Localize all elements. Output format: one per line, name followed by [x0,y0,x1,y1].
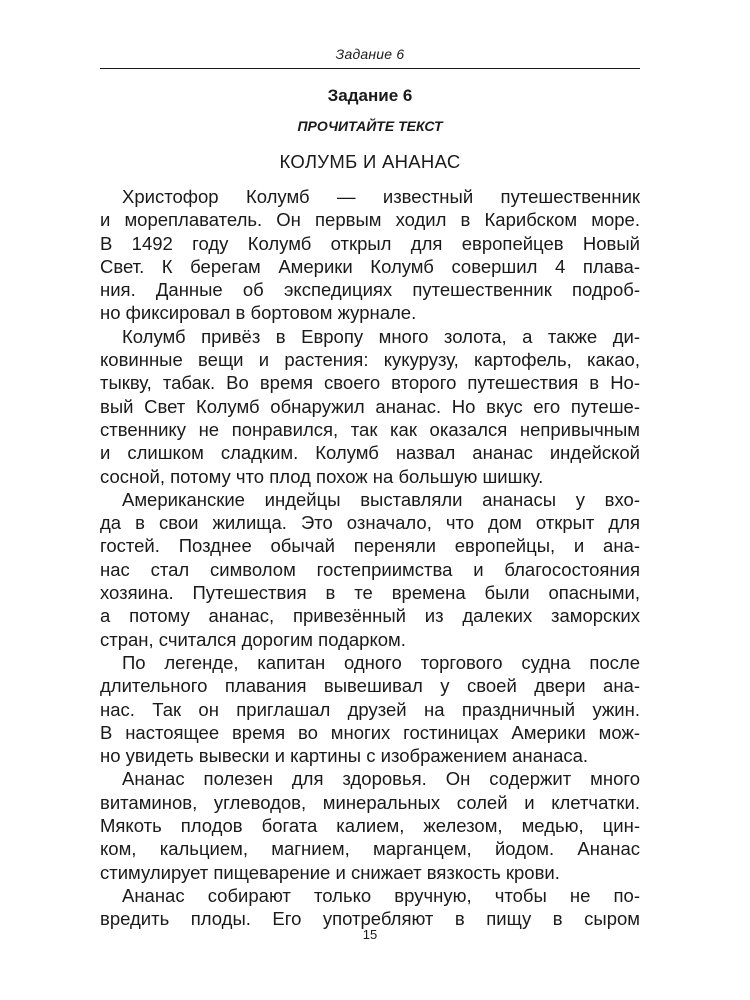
text-line: сосной, потому что плод похож на большую шишку. [100,465,544,487]
text-line: стимулирует пищеварение и снижает вязкость крови. [100,861,560,883]
paragraph [100,651,640,767]
text-line: тыкву, табак. Во время своего второго путешествия в Но- [100,372,640,394]
task-title: Задание 6 [327,86,413,105]
text-body [100,185,640,931]
text-line: длительного плавания вывешивал у своей двери ана- [100,675,640,697]
paragraph [100,185,640,325]
text-line: а потому ананас, привезённый из далеких заморских [100,605,640,627]
text-line: ковинные вещи и растения: кукурузу, картофель, какао, [100,349,640,371]
task-instruction: ПРОЧИТАЙТЕ ТЕКСТ [297,118,443,134]
text-line: ственнику не понравился, так как оказался непривычным [100,418,640,440]
paragraph [100,325,640,488]
text-line: Свет. К берегам Америки Колумб совершил 4 плава- [100,255,640,277]
text-line: вый Свет Колумб обнаружил ананас. Но вкус его путеше- [100,395,640,417]
text-line: Христофор Колумб — известный путешественник [122,186,640,207]
text-line: Мякоть плодов богата калием, железом, медью, цин- [100,815,640,837]
text-line: гостей. Позднее обычай переняли европейцы, и анa- [100,535,640,557]
text-line: но увидеть вывески и картины с изображением ананаса. [100,745,589,767]
text-line: Ананас полезен для здоровья. Он содержит много [122,768,640,790]
header-rule [100,68,640,69]
text-line: стран, считался дорогим подарком. [100,628,406,650]
text-line: и слишком сладким. Колумб назвал ананас индейской [100,442,640,464]
text-line: нас стал символом гостеприимства и благосостояния [100,558,640,580]
text-line: витаминов, углеводов, минеральных солей и клетчатки. [100,791,640,813]
text-line: да в свои жилища. Это означало, что дом открыт для [100,512,640,534]
text-line: В 1492 году Колумб открыл для европейцев Новый [100,232,640,254]
paragraph [100,884,640,931]
text-line: Американские индейцы выставляли ананасы у вхо- [122,488,640,510]
page-number: 15 [362,927,378,942]
text-line: нас. Так он приглашал друзей на праздничный ужин. [100,698,640,720]
running-header: Задание 6 [335,46,405,62]
paragraph [100,488,640,651]
text-line: ком, кальцием, магнием, марганцем, йодом. Ананас [100,838,640,860]
text-line: Ананас собирают только вручную, чтобы не по- [122,884,640,906]
text-line: ния. Данные об экспедициях путешественник подроб- [100,279,640,301]
text-line: но фиксировал в бортовом журнале. [100,302,417,324]
text-line: По легенде, капитан одного торгового судна после [122,651,640,673]
text-line: В настоящее время во многих гостиницах Америки мож- [100,721,640,743]
text-line: Колумб привёз в Европу много золота, а также ди- [122,325,640,347]
text-line: хозяина. Путешествия в те времена были опасными, [100,582,640,604]
text-line: и мореплаватель. Он первым ходил в Карибском море. [100,209,640,231]
paragraph [100,767,640,883]
text-title: КОЛУМБ И АНАНАС [279,151,461,172]
text-line: вредить плоды. Его употребляют в пищу в сыром [100,908,640,930]
